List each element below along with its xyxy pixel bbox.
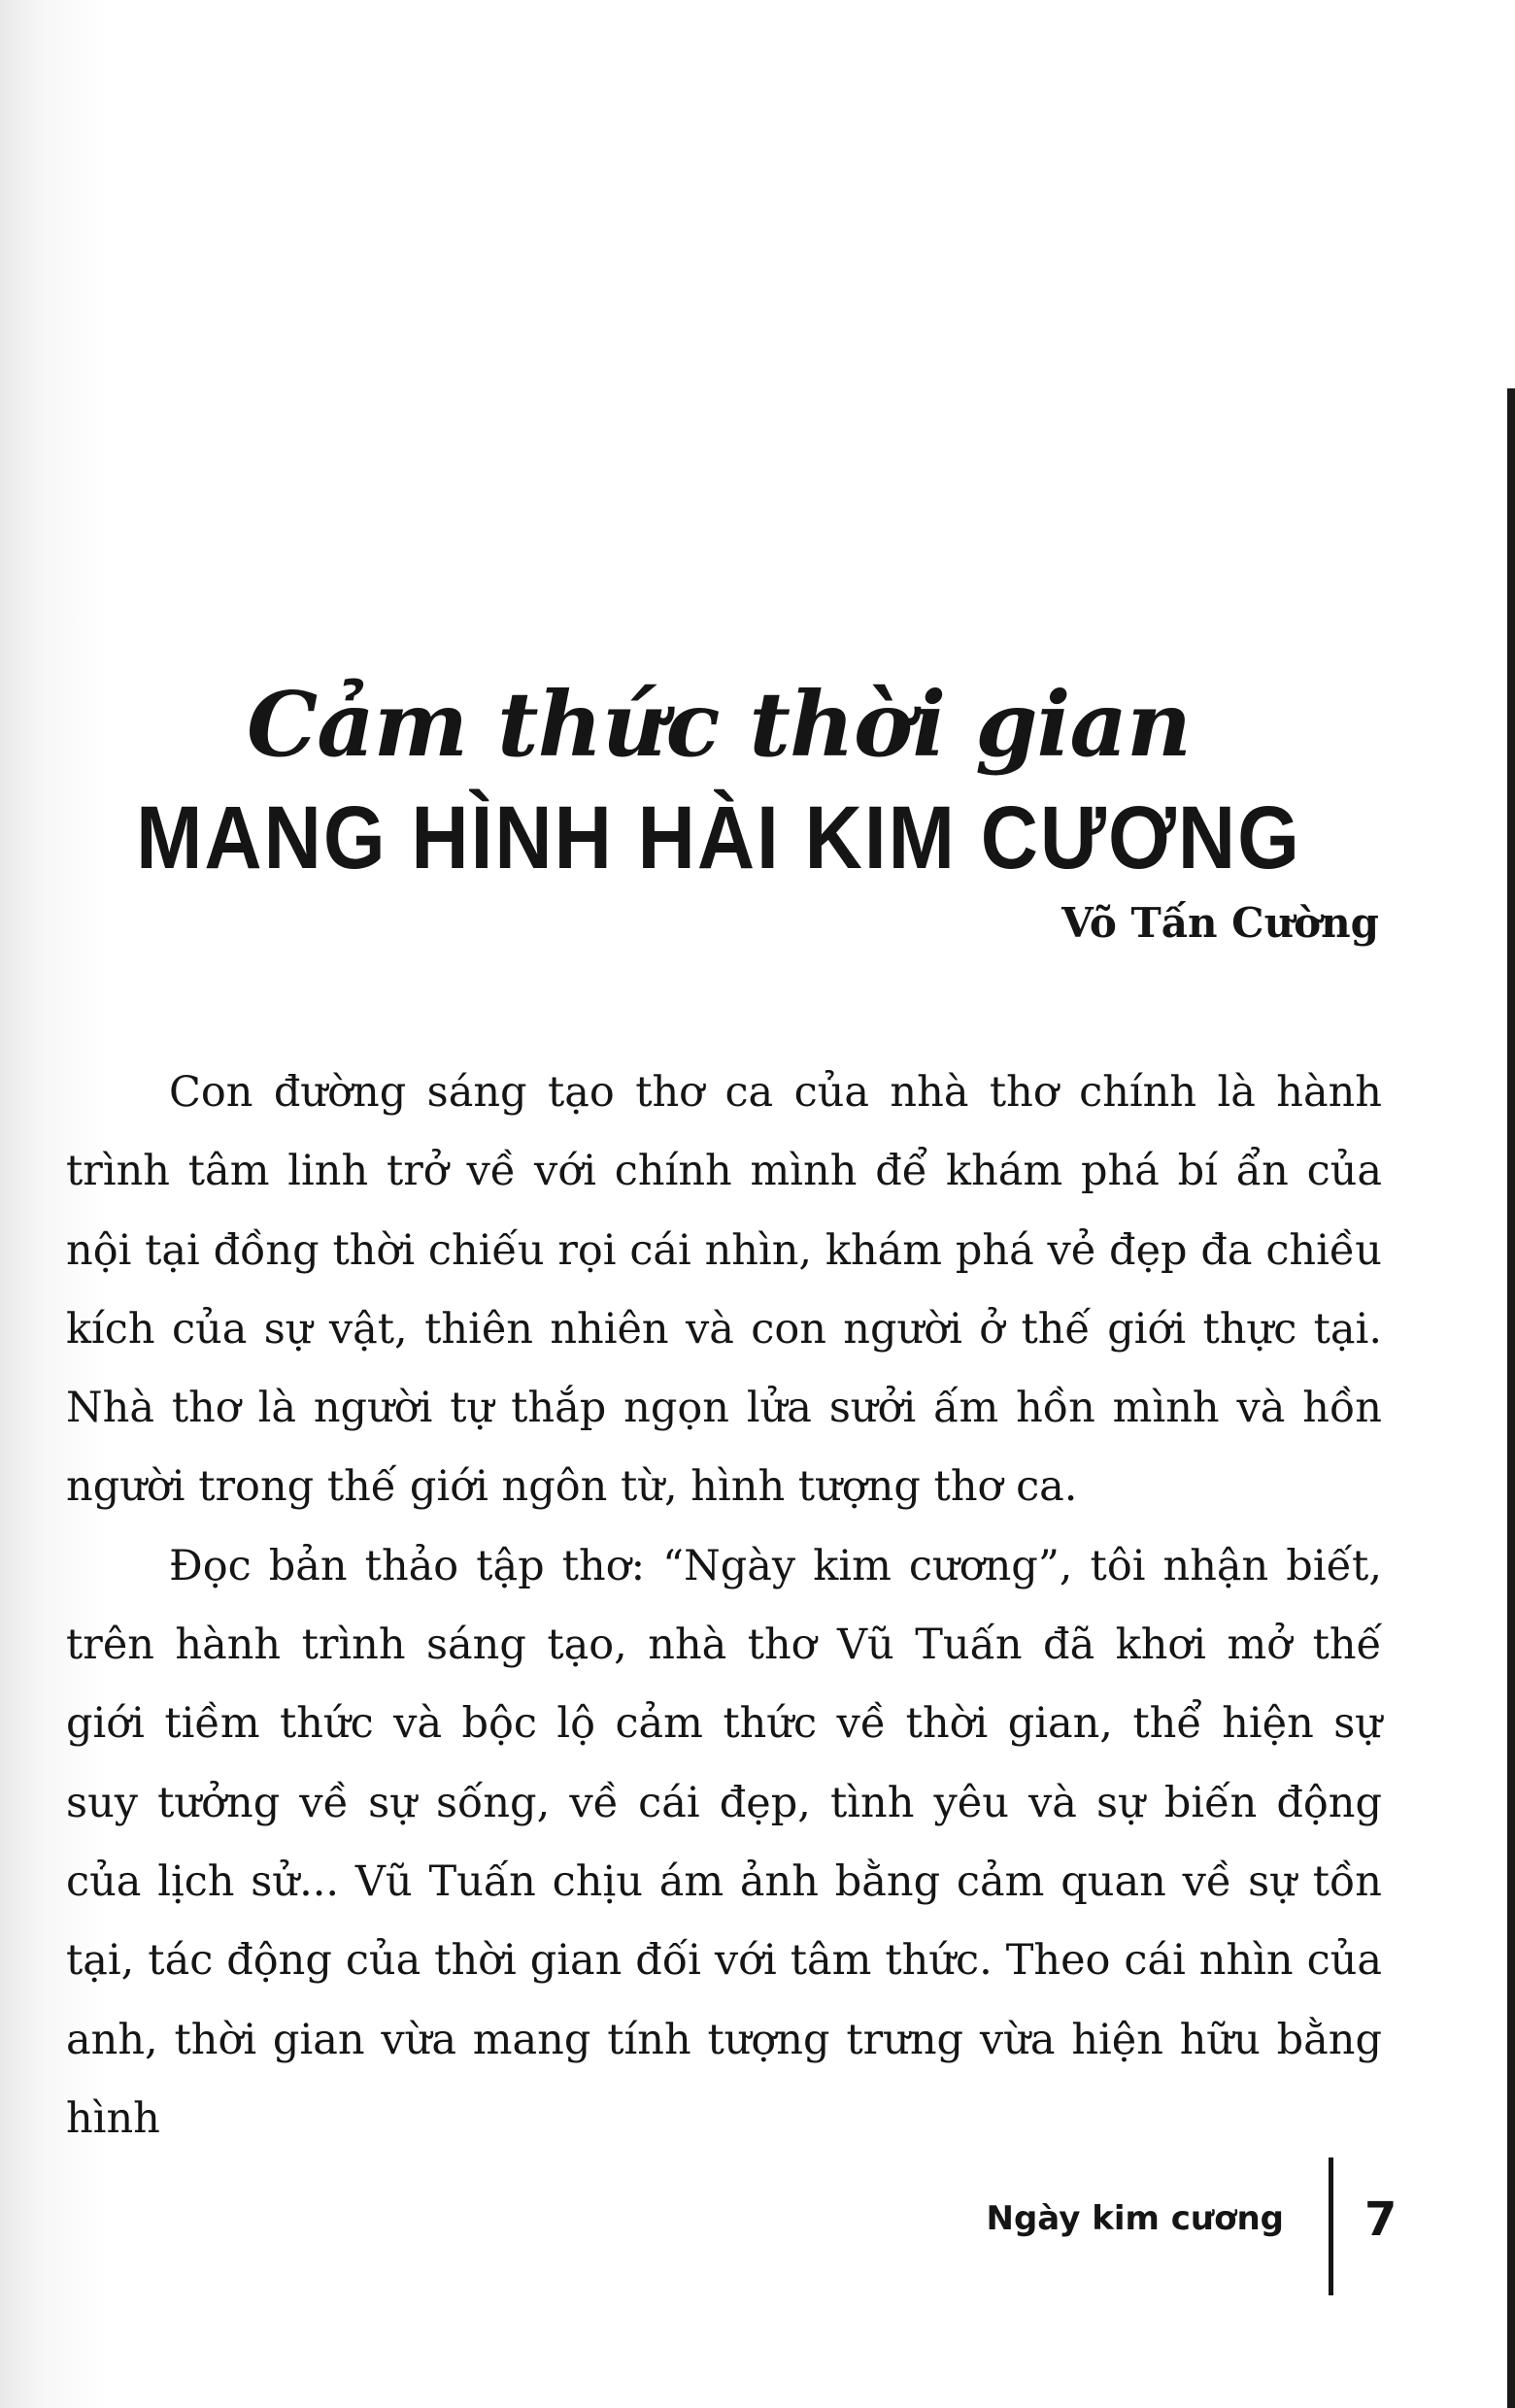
page-edge-shadow	[1507, 388, 1515, 2408]
chapter-title-main: MANG HÌNH HÀI KIM CƯƠNG	[136, 788, 1301, 888]
body-text	[66, 1054, 1382, 2158]
footer-divider	[1329, 2157, 1333, 2295]
paragraph-1: Con đường sáng tạo thơ ca của nhà thơ chính là hành trình tâm linh trở về với chính mình để khám phá bí ẩn của nội tại đồng thời chiếu rọi cái nhìn, khám phá vẻ đẹp đa chiều kích của sự vật, thiên nhiên và con người ở thế giới thực tại. Nhà thơ là người tự thắp ngọn lửa sưởi ấm hồn mình và hồn người trong thế giới ngôn từ, hình tượng thơ ca.	[66, 1068, 1382, 1512]
running-footer-title: Ngày kim cương	[986, 2199, 1284, 2238]
chapter-author: Võ Tấn Cường	[1061, 899, 1379, 947]
page-number: 7	[1364, 2192, 1397, 2247]
chapter-title-script: Cảm thức thời gian	[246, 672, 1192, 777]
paragraph-2: Đọc bản thảo tập thơ: “Ngày kim cương”, tôi nhận biết, trên hành trình sáng tạo, nhà thơ Vũ Tuấn đã khơi mở thế giới tiềm thức và bộc lộ cảm thức về thời gian, thể hiện sự suy tưởng về sự sống, về cái đẹp, tình yêu và sự biến động của lịch sử... Vũ Tuấn chịu ám ảnh bằng cảm quan về sự tồn tại, tác động của thời gian đối với tâm thức. Theo cái nhìn của anh, thời gian vừa mang tính tượng trưng vừa hiện hữu bằng hình	[66, 1541, 1382, 2143]
